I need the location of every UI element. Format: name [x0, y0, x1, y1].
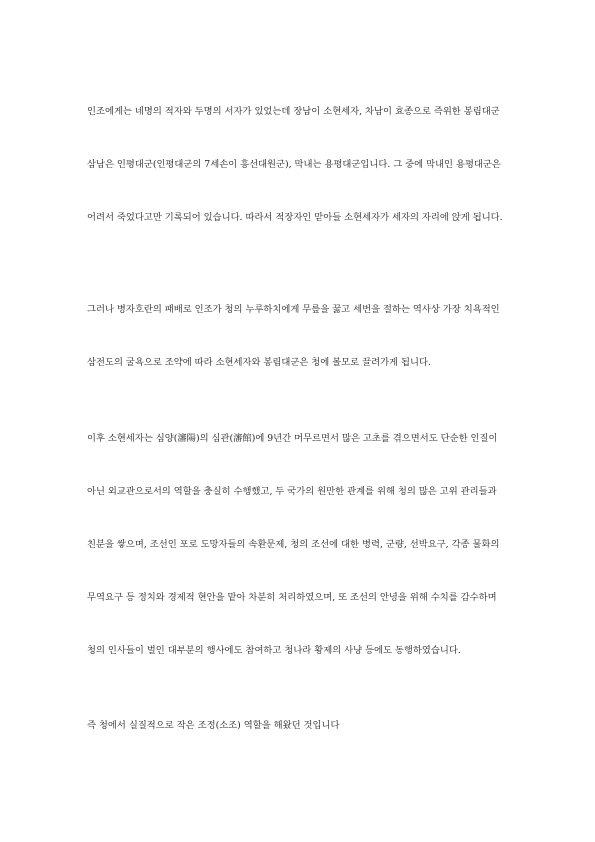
paragraph-9: 무역요구 등 정치와 경제적 현안을 맡아 차분히 처리하였으며, 또 조선의 안녕을 위해 수치를 감수하며: [87, 592, 497, 603]
paragraph-7: 아닌 외교관으로서의 역할을 충실히 수행했고, 두 국가의 원만한 관계를 위해 청의 많은 고위 관리들과: [87, 486, 497, 497]
paragraph-8: 친분을 쌓으며, 조선인 포로 도망자들의 속환문제, 청의 조선에 대한 병력, 군량, 선박요구, 각종 물화의: [87, 539, 500, 550]
paragraph-3: 어려서 죽었다고만 기록되어 있습니다. 따라서 적장자인 맏아들 소현세자가 세자의 자리에 앉게 됩니다.: [87, 212, 503, 223]
paragraph-4: 그러나 병자호란의 패배로 인조가 청의 누루하치에게 무릎을 꿇고 세번을 절하는 역사상 가장 치욕적인: [87, 304, 500, 315]
paragraph-1: 인조에게는 네명의 적자와 두명의 서자가 있었는데 장남이 소현세자, 차남이 효종으로 즉위한 봉림대군: [87, 106, 500, 117]
paragraph-5: 삼전도의 굴욕으로 조약에 따라 소현세자와 봉림대군은 청에 볼모로 끌려가게 됩니다.: [87, 357, 431, 368]
paragraph-6: 이후 소현세자는 심양(瀋陽)의 심관(瀋館)에 9년간 머무르면서 많은 고초를 겪으면서도 단순한 인질이: [87, 433, 498, 444]
paragraph-11: 즉 청에서 실질적으로 작은 조정(소조) 역할을 해왔던 것입니다: [87, 720, 340, 731]
paragraph-2: 삼남은 인평대군(인평대군의 7세손이 흥선대원군), 막내는 용평대군입니다. 그 중에 막내인 용평대군은: [87, 159, 501, 170]
paragraph-10: 청의 인사들이 벌인 대부분의 행사에도 참여하고 청나라 황제의 사냥 등에도 동행하였습니다.: [87, 645, 461, 656]
